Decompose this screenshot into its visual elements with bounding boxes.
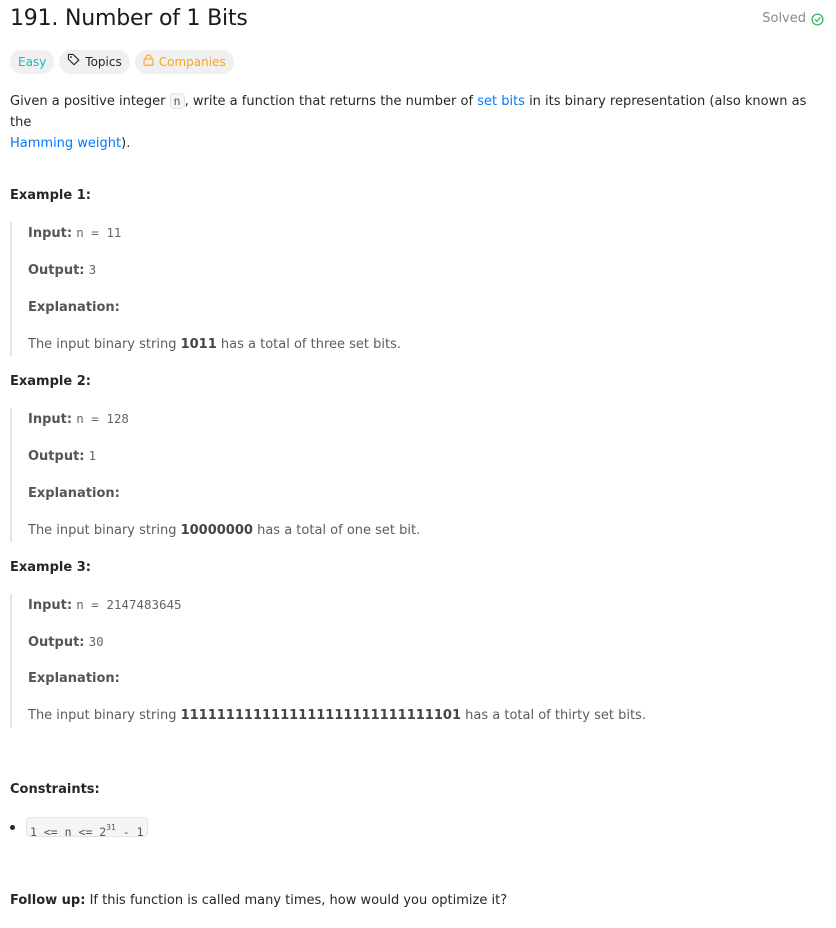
explanation-label: Explanation: [28,671,120,686]
input-value: n = 11 [76,225,122,240]
problem-title[interactable]: 191. Number of 1 Bits [10,6,248,31]
description-text: ). [121,136,131,151]
follow-up-label: Follow up: [10,893,86,908]
explanation-text: has a total of one set bit. [252,523,421,538]
input-label: Input: [28,226,73,241]
explanation-text: The input binary string [28,708,181,723]
set-bits-link[interactable]: set bits [477,94,525,109]
difficulty-label: Easy [18,55,47,69]
example-block [10,594,790,728]
problem-description [10,91,810,154]
solved-label: Solved [762,11,806,26]
binary-string: 1111111111111111111111111111101 [180,708,461,723]
constraint-exponent: 31 [106,823,116,832]
input-value: n = 2147483645 [76,597,182,612]
description-text: Given a positive integer [10,94,170,109]
follow-up [10,892,507,910]
constraint-item [10,817,148,837]
example-input [28,224,121,243]
example-heading: Example 2: [10,374,91,389]
input-label: Input: [28,598,73,613]
example-block [10,222,790,356]
constraint-code [26,817,148,837]
difficulty-badge[interactable] [10,50,54,74]
binary-string: 1011 [180,337,217,352]
binary-string: 10000000 [180,523,253,538]
explanation-text: The input binary string [28,337,181,352]
companies-label: Companies [158,55,226,69]
constraint-tail: - 1 [115,825,144,839]
output-label: Output: [28,449,85,464]
problem-header [10,4,824,34]
inline-code-n: n [170,93,185,109]
description-text: , write a function that returns the number of [184,94,478,109]
constraint-base: 1 <= n <= 2 [30,825,107,839]
explanation-label: Explanation: [28,300,120,315]
example-output [28,633,104,652]
example-explanation [28,707,646,725]
example-explanation [28,522,420,540]
solved-status [762,10,824,28]
explanation-text: has a total of thirty set bits. [461,708,646,723]
explanation-text: has a total of three set bits. [216,337,402,352]
tag-row [10,50,234,74]
output-label: Output: [28,635,85,650]
follow-up-text: If this function is called many times, how would you optimize it? [85,893,508,908]
hamming-weight-link[interactable]: Hamming weight [10,136,122,151]
lock-icon [143,50,154,74]
example-output [28,261,96,280]
output-value: 3 [88,262,97,277]
example-explanation-label [28,485,120,503]
check-circle-icon [811,13,824,26]
example-explanation-label [28,299,120,317]
topics-label: Topics [85,55,122,69]
example-explanation [28,336,401,354]
example-input [28,410,129,429]
output-value: 1 [88,448,97,463]
tag-icon [67,50,80,74]
input-label: Input: [28,412,73,427]
explanation-label: Explanation: [28,486,120,501]
output-value: 30 [88,634,104,649]
constraints-heading: Constraints: [10,782,100,797]
example-input [28,596,182,615]
example-output [28,447,96,466]
example-explanation-label [28,670,120,688]
example-block [10,408,790,542]
companies-button[interactable] [135,50,234,74]
topics-button[interactable] [59,50,129,74]
bullet-dot [10,825,15,830]
explanation-text: The input binary string [28,523,181,538]
output-label: Output: [28,263,85,278]
input-value: n = 128 [76,411,129,426]
example-heading: Example 3: [10,560,91,575]
description-text: in its binary representation (also known as the [10,94,807,130]
example-heading: Example 1: [10,188,91,203]
